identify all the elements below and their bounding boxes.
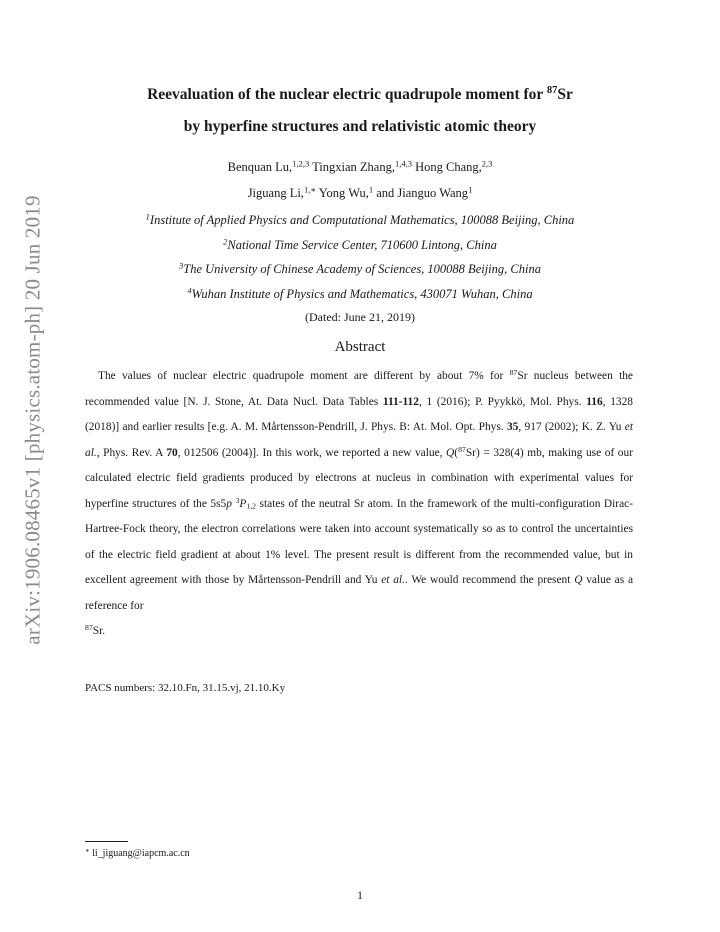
affiliation xyxy=(60,208,660,233)
abstract-fragment: p xyxy=(226,497,232,510)
footnote xyxy=(85,848,190,859)
title-line-2: by hyperfine structures and relativistic atomic theory xyxy=(183,118,537,135)
abstract-fragment: , Phys. Rev. A xyxy=(96,446,167,459)
abstract-body xyxy=(85,364,633,645)
abstract-fragment: Sr nucleus between the recommended value [N. J. Stone, At. Data Nucl. Data Tables xyxy=(85,370,633,408)
author-list xyxy=(60,154,660,206)
author: Benquan Lu, xyxy=(227,160,293,174)
abstract-fragment: . We would recommend the present xyxy=(404,574,575,586)
abstract-fragment: The values of nuclear electric quadrupole moment are different by about 7% for xyxy=(98,370,510,382)
abstract-fragment: Sr. xyxy=(92,625,106,637)
abstract-fragment: , 012506 (2004)]. In this work, we reported a new value, xyxy=(177,446,447,459)
page-number: 1 xyxy=(357,888,363,902)
affiliation-text: National Time Service Center, 710600 Lintong, China xyxy=(227,237,497,252)
affiliation-text: Wuhan Institute of Physics and Mathematics, 430071 Wuhan, China xyxy=(191,286,533,301)
affiliation xyxy=(60,257,660,282)
paper-title xyxy=(60,79,660,143)
abstract-fragment: et al. xyxy=(85,421,633,459)
affiliation-text: Institute of Applied Physics and Computational Mathematics, 100088 Beijing, China xyxy=(149,213,575,227)
author: Jiguang Li, xyxy=(247,186,304,200)
abstract-fragment: 111-112 xyxy=(382,395,419,408)
affiliation xyxy=(60,233,660,258)
affiliation-number: 1 xyxy=(145,211,150,222)
abstract-fragment: 87 xyxy=(509,367,518,377)
abstract-fragment: et al. xyxy=(381,574,405,586)
abstract-fragment: , 1328 (2018)] and earlier results [e.g. A. M. Mårtensson-Pendrill, J. Phys. B: At. Mol. Opt. Phys. xyxy=(85,395,633,433)
arxiv-identifier: arXiv:1906.08465v1 [physics.atom-ph] 20 Jun 2019 xyxy=(20,195,45,645)
date-line: (Dated: June 21, 2019) xyxy=(305,310,415,324)
abstract-fragment: Q xyxy=(574,574,583,586)
abstract-fragment: 35 xyxy=(506,421,519,433)
corresponding-email[interactable]: li_jiguang@iapcm.ac.cn xyxy=(92,848,190,859)
abstract-fragment: 70 xyxy=(166,446,178,459)
author-affiliation: 1,4,3 xyxy=(394,158,412,169)
affiliation-text: The University of Chinese Academy of Sciences, 100088 Beijing, China xyxy=(183,262,541,276)
affiliation-number: 3 xyxy=(179,260,184,271)
abstract-heading: Abstract xyxy=(334,339,386,355)
abstract-fragment: 116 xyxy=(586,395,603,408)
abstract-fragment: ( xyxy=(454,446,459,459)
abstract-fragment: value as a reference for xyxy=(85,574,633,612)
affiliation xyxy=(60,282,660,307)
author: Hong Chang, xyxy=(415,160,482,174)
affiliation-number: 2 xyxy=(223,235,228,246)
author: and Jianguo Wang xyxy=(376,186,469,200)
isotope-mass: 87 xyxy=(546,85,558,97)
abstract-fragment: P xyxy=(239,497,247,510)
author-affiliation: 2,3 xyxy=(481,158,493,169)
author-affiliation: 1,∗ xyxy=(303,184,317,195)
abstract-fragment: Q xyxy=(446,446,455,459)
author-affiliation: 1,2,3 xyxy=(292,158,310,169)
pacs-numbers: PACS numbers: 32.10.Fn, 31.15.vj, 21.10.Ky xyxy=(85,682,286,694)
affiliation-list xyxy=(60,208,660,306)
footnote-mark: ∗ xyxy=(85,847,90,855)
title-text: Reevaluation of the nuclear electric quadrupole moment for xyxy=(147,86,543,103)
author-affiliation: 1 xyxy=(468,184,473,195)
affiliation-number: 4 xyxy=(187,284,192,295)
abstract-fragment: 87 xyxy=(85,622,93,632)
author: Yong Wu, xyxy=(318,186,369,200)
abstract-fragment: , 1 (2016); P. Pyykkö, Mol. Phys. xyxy=(418,395,587,408)
abstract-fragment: states of the neutral Sr atom. In the framework of the multi-configuration Dirac-Hartree-Fock theory, the electron correlations were taken into account systematically so as to control the uncertainties of the electric field gradient at about 1% level. The present result is different from the recommended value, but in excellent agreement with those by Mårtensson-Pendrill and Yu xyxy=(85,497,633,586)
author-line-2 xyxy=(60,180,660,206)
abstract-fragment: 1,2 xyxy=(246,501,257,511)
footnote-rule xyxy=(85,841,128,842)
element-symbol: Sr xyxy=(557,86,573,103)
abstract-fragment: 3 xyxy=(235,495,240,505)
abstract-fragment: Sr) = 328(4) mb, making use of our calculated electric field gradients produced by electrons at nucleus in combination with experimental values for hyperfine structures of the 5s5 xyxy=(85,446,633,510)
author: Tingxian Zhang, xyxy=(312,160,395,174)
author-line-1 xyxy=(60,154,660,180)
title-line-1 xyxy=(60,79,660,111)
abstract-fragment: , 917 (2002); K. Z. Yu xyxy=(518,421,625,433)
abstract-fragment: 87 xyxy=(458,444,466,454)
author-affiliation: 1 xyxy=(368,184,374,195)
